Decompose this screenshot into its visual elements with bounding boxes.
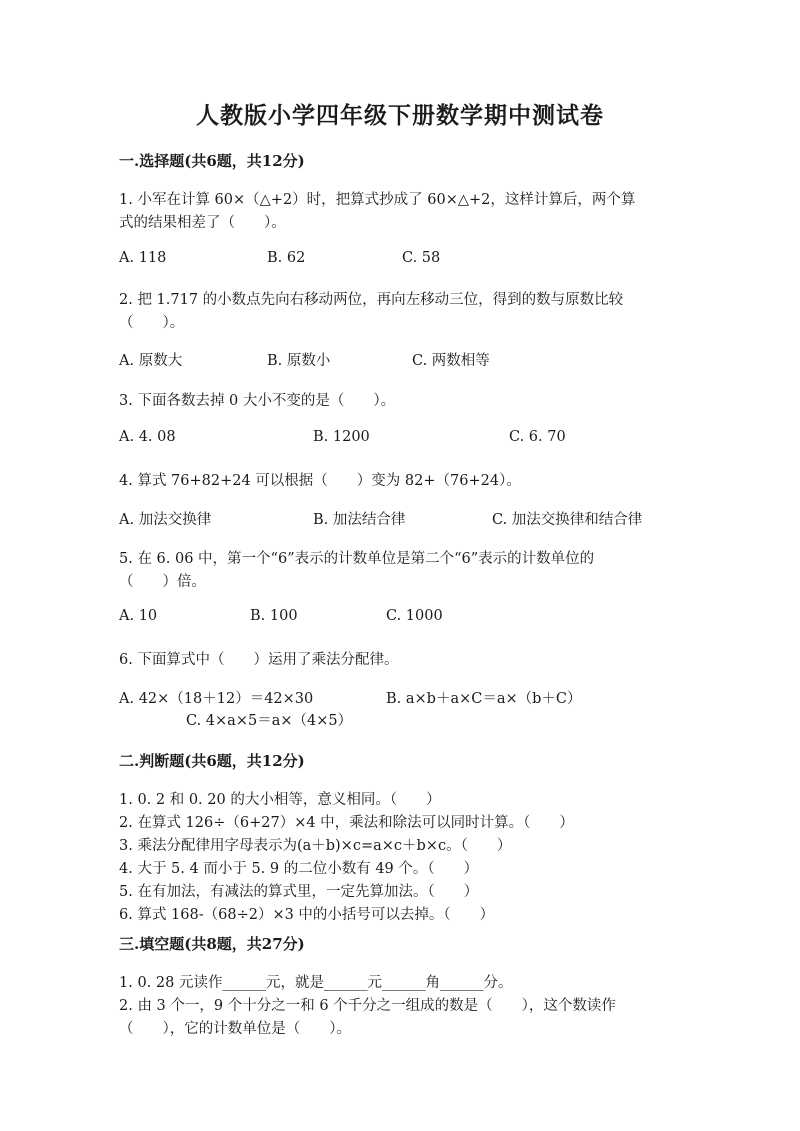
question-2-option-a: A. 原数大 [119, 353, 183, 369]
question-1-option-c: C. 58 [402, 250, 441, 266]
question-6-line-1: 6. 下面算式中（ ）运用了乘法分配律。 [119, 652, 399, 668]
question-3-option-c: C. 6. 70 [509, 429, 566, 445]
question-4-line-1: 4. 算式 76+82+24 可以根据（ ）变为 82+（76+24）。 [119, 473, 521, 489]
judgment-item-3: 3. 乘法分配律用字母表示为(a＋b)×c=a×c＋b×c。（ ） [119, 838, 512, 854]
judgment-item-1: 1. 0. 2 和 0. 20 的大小相等，意义相同。（ ） [119, 792, 441, 808]
question-4-option-c: C. 加法交换律和结合律 [492, 512, 643, 528]
question-6-option-c: C. 4×a×5＝a×（4×5） [186, 713, 353, 729]
question-5-option-c: C. 1000 [386, 608, 443, 624]
question-1-line-2: 式的结果相差了（ ）。 [119, 215, 286, 231]
judgment-item-5: 5. 在有加法，有减法的算式里，一定先算加法。（ ） [119, 884, 479, 900]
question-2-line-1: 2. 把 1.717 的小数点先向右移动两位，再向左移动三位，得到的数与原数比较 [119, 292, 624, 308]
question-6-option-a: A. 42×（18＋12）＝42×30 [119, 691, 314, 707]
question-1-line-1: 1. 小军在计算 60×（△+2）时，把算式抄成了 60×△+2，这样计算后，两个算 [119, 192, 636, 208]
section-heading-judgment: 二.判断题(共6题，共12分) [119, 752, 305, 770]
judgment-item-2: 2. 在算式 126÷（6+27）×4 中，乘法和除法可以同时计算。（ ） [119, 815, 574, 831]
question-1-option-a: A. 118 [119, 250, 167, 266]
section-heading-choice: 一.选择题(共6题，共12分) [119, 152, 305, 170]
question-2-line-2: （ ）。 [119, 315, 185, 331]
question-5-option-a: A. 10 [119, 608, 158, 624]
question-4-option-b: B. 加法结合律 [313, 512, 406, 528]
question-3-line-1: 3. 下面各数去掉 0 大小不变的是（ ）。 [119, 393, 396, 409]
question-5-option-b: B. 100 [250, 608, 298, 624]
question-2-option-c: C. 两数相等 [412, 353, 490, 369]
question-5-line-1: 5. 在 6. 06 中，第一个“6”表示的计数单位是第二个“6”表示的计数单位的 [119, 551, 595, 567]
page-title: 人教版小学四年级下册数学期中测试卷 [196, 102, 604, 129]
judgment-item-4: 4. 大于 5. 4 而小于 5. 9 的二位小数有 49 个。（ ） [119, 861, 479, 877]
question-6-option-b: B. a×b＋a×C＝a×（b＋C） [386, 691, 582, 707]
judgment-item-6: 6. 算式 168-（68÷2）×3 中的小括号可以去掉。（ ） [119, 907, 495, 923]
section-heading-fill-in: 三.填空题(共8题，共27分) [119, 935, 305, 953]
fill-item-2-line-1: 2. 由 3 个一，9 个十分之一和 6 个千分之一组成的数是（ ），这个数读作 [119, 998, 616, 1014]
question-4-option-a: A. 加法交换律 [119, 512, 212, 528]
fill-item-1: 1. 0. 28 元读作______元，就是______元______角______分。 [119, 975, 513, 991]
question-1-option-b: B. 62 [267, 250, 306, 266]
question-5-line-2: （ ）倍。 [119, 574, 206, 590]
question-3-option-b: B. 1200 [313, 429, 370, 445]
question-3-option-a: A. 4. 08 [119, 429, 176, 445]
fill-item-2-line-2: （ ），它的计数单位是（ ）。 [119, 1021, 351, 1037]
question-2-option-b: B. 原数小 [267, 353, 331, 369]
